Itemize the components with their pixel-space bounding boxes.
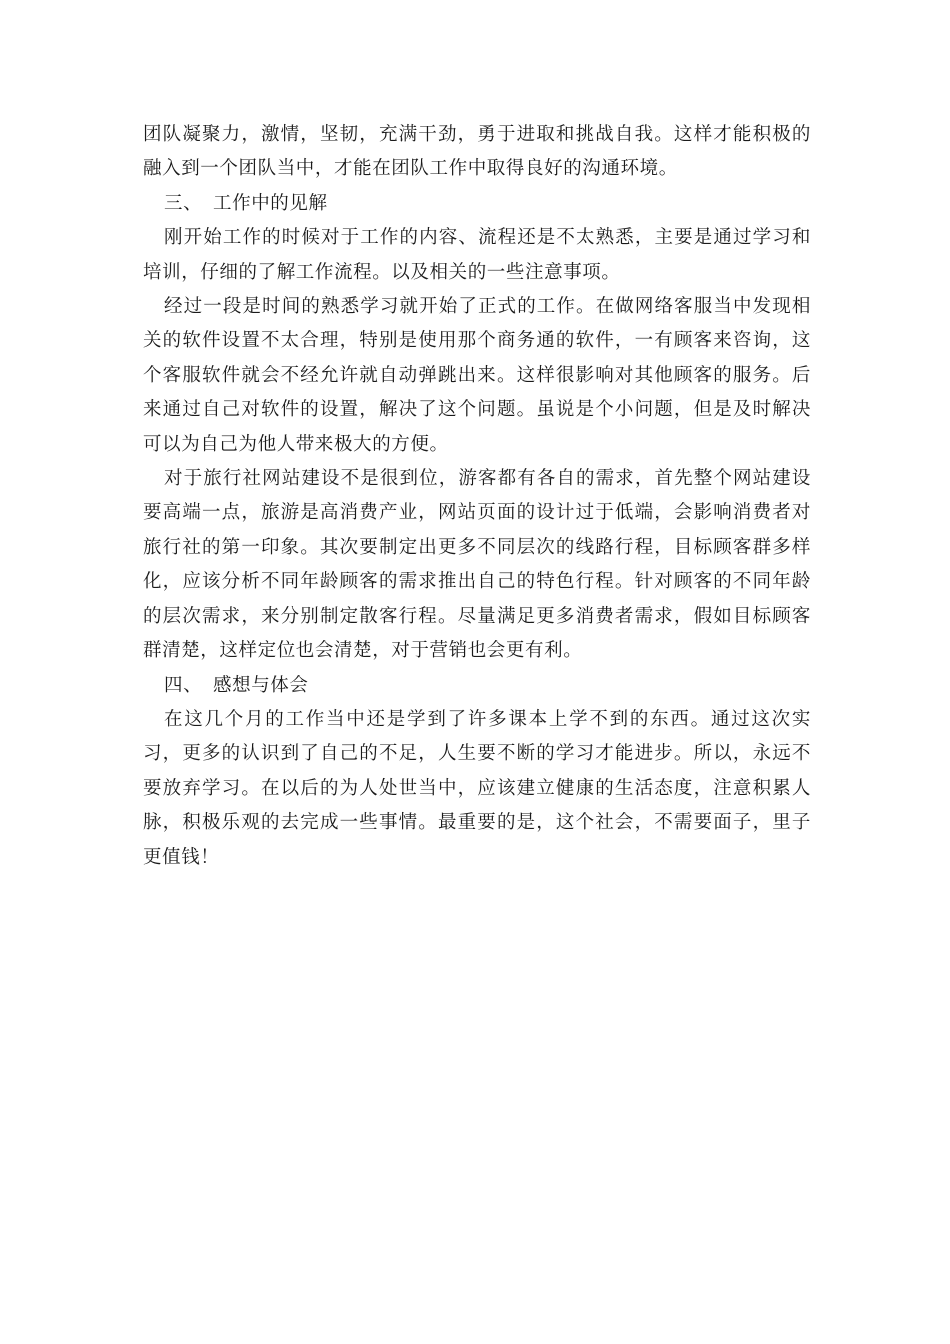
paragraph-team-cohesion: 团队凝聚力，激情，坚韧，充满干劲，勇于进取和挑战自我。这样才能积极的融入到一个团队当中，才能在团队工作中取得良好的沟通环境。: [143, 124, 811, 180]
paragraph-website-building: 对于旅行社网站建设不是很到位，游客都有各自的需求，首先整个网站建设要高端一点，旅游是高消费产业，网站页面的设计过于低端，会影响消费者对旅行社的第一印象。其次要制定出更多不同层次的线路行程，目标顾客群多样化，应该分析不同年龄顾客的需求推出自己的特色行程。针对顾客的不同年龄的层次需求，来分别制定散客行程。尽量满足更多消费者需求，假如目标顾客群清楚，这样定位也会清楚，对于营销也会更有利。: [143, 468, 811, 662]
section-number: 三、: [164, 192, 203, 214]
document-body: [143, 118, 811, 875]
section-title: 工作中的见解: [213, 192, 328, 214]
section-title: 感想与体会: [213, 674, 309, 696]
section-heading-4: [143, 669, 811, 703]
paragraph-reflections: 在这几个月的工作当中还是学到了许多课本上学不到的东西。通过这次实习，更多的认识到了自己的不足，人生要不断的学习才能进步。所以，永远不要放弃学习。在以后的为人处世当中，应该建立健康的生活态度，注意积累人脉，积极乐观的去完成一些事情。最重要的是，这个社会，不需要面子，里子更值钱！: [143, 708, 811, 868]
paragraph-getting-started: 刚开始工作的时候对于工作的内容、流程还是不太熟悉，主要是通过学习和培训，仔细的了解工作流程。以及相关的一些注意事项。: [143, 227, 811, 283]
paragraph-software-settings: 经过一段是时间的熟悉学习就开始了正式的工作。在做网络客服当中发现相关的软件设置不太合理，特别是使用那个商务通的软件，一有顾客来咨询，这个客服软件就会不经允许就自动弹跳出来。这样很影响对其他顾客的服务。后来通过自己对软件的设置，解决了这个问题。虽说是个小问题，但是及时解决可以为自己为他人带来极大的方便。: [143, 296, 811, 455]
section-number: 四、: [164, 674, 203, 696]
section-heading-3: [143, 187, 811, 221]
